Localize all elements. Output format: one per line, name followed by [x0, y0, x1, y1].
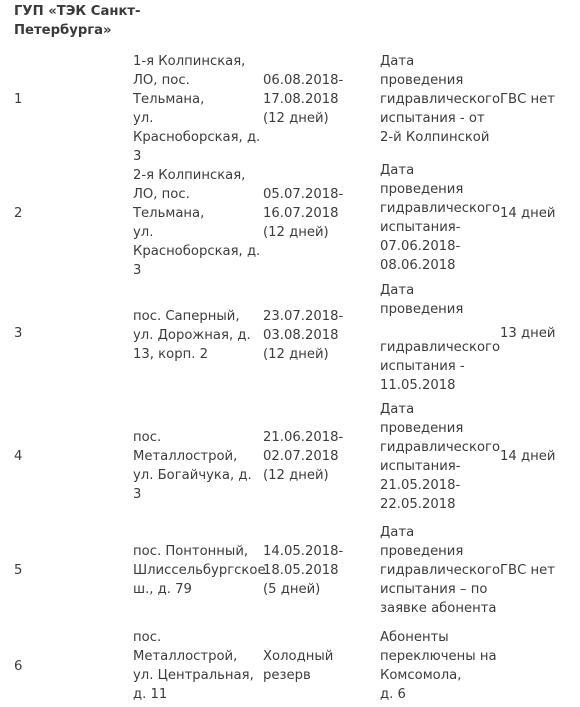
- dates-cell: 21.06.2018- 02.07.2018 (12 дней): [263, 430, 344, 483]
- reason-cell: Абоненты переключены на Комсомола, д. 6: [380, 630, 497, 702]
- row-number: 6: [14, 659, 23, 674]
- row-number: 2: [14, 206, 23, 221]
- reason-cell: Дата проведения гидравлического испытания – по заявке абонента: [380, 525, 501, 616]
- address-cell: пос. Металлострой, ул. Богайчука, д. 3: [133, 430, 252, 502]
- reason-cell: Дата проведения гидравлического испытания- 07.06.2018- 08.06.2018: [380, 163, 501, 273]
- dates-cell: 23.07.2018- 03.08.2018 (12 дней): [263, 309, 344, 362]
- reason-cell: Дата проведения гидравлического испытания- 21.05.2018- 22.05.2018: [380, 402, 501, 512]
- reason-cell: Дата проведения гидравлического испытания - от 2-й Колпинской: [380, 54, 501, 145]
- dates-cell: 14.05.2018- 18.05.2018 (5 дней): [263, 544, 344, 597]
- address-cell: 2-я Колпинская, ЛО, пос. Тельмана, ул. Красноборская, д. 3: [133, 168, 261, 278]
- reason-cell: Дата проведения гидравлического испытания - 11.05.2018: [380, 283, 501, 393]
- row-number: 4: [14, 449, 23, 464]
- address-cell: пос. Саперный, ул. Дорожная, д. 13, корп. 2: [133, 309, 251, 362]
- dates-cell: 05.07.2018- 16.07.2018 (12 дней): [263, 187, 344, 240]
- duration-cell: 14 дней: [500, 206, 556, 221]
- duration-cell: 13 дней: [500, 326, 556, 341]
- row-number: 5: [14, 563, 23, 578]
- row-number: 3: [14, 326, 23, 341]
- duration-cell: ГВС нет: [500, 563, 555, 578]
- address-cell: пос. Металлострой, ул. Центральная, д. 11: [133, 630, 254, 702]
- organization-title: ГУП «ТЭК Санкт- Петербурга»: [14, 4, 141, 38]
- dates-cell: 06.08.2018- 17.08.2018 (12 дней): [263, 73, 344, 126]
- address-cell: 1-я Колпинская, ЛО, пос. Тельмана, ул. Красноборская, д. 3: [133, 54, 261, 164]
- duration-cell: ГВС нет: [500, 92, 555, 107]
- row-number: 1: [14, 92, 23, 107]
- address-cell: пос. Понтонный, Шлиссельбургское ш., д. 79: [133, 544, 266, 597]
- dates-cell: Холодный резерв: [263, 649, 334, 683]
- duration-cell: 14 дней: [500, 449, 556, 464]
